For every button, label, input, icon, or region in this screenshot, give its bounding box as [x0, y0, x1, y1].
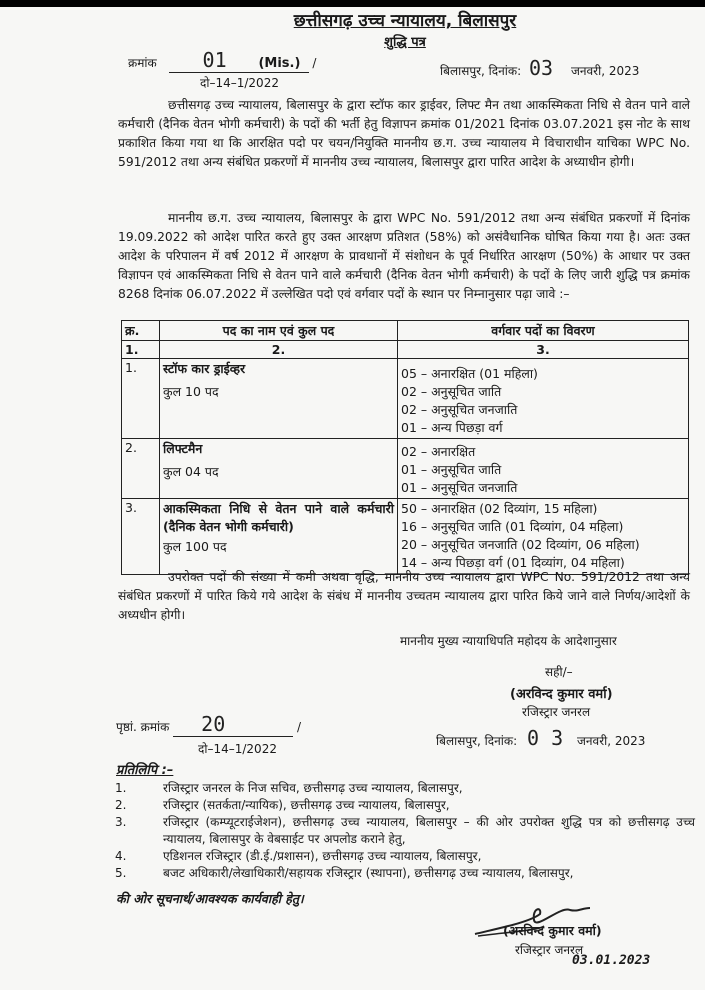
slash: / [297, 720, 302, 734]
reference-number [128, 48, 316, 73]
category-detail: 50 – अनारक्षित (02 दिव्यांग, 15 महिला) [401, 501, 598, 516]
category-detail: 01 – अन्य पिछड़ा वर्ग [401, 420, 503, 435]
item-text: रजिस्ट्रार (सतर्कता/न्यायिक), छत्तीसगढ़ उच्च न्यायालय, बिलासपुर, [163, 798, 450, 812]
signature-name: (अरविन्द कुमार वर्मा) [503, 923, 602, 938]
item-text: बजट अधिकारी/लेखाधिकारी/सहायक रजिस्ट्रार (स्थापना), छत्तीसगढ़ उच्च न्यायालय, बिलासपुर, [163, 866, 574, 880]
list-item [115, 797, 695, 814]
category-detail: 16 – अनुसूचित जाति (01 दिव्यांग, 04 महिला) [401, 519, 624, 534]
post-name: लिफ्टमैन [163, 441, 203, 456]
row-sn: 3. [122, 499, 160, 575]
item-number: 1. [115, 781, 127, 795]
item-number: 3. [115, 815, 127, 829]
order-line: माननीय मुख्य न्यायाधिपति महोदय के आदेशानुसार [400, 634, 617, 648]
item-text: एडिशनल रजिस्ट्रार (डी.ई./प्रशासन), छत्तीसगढ़ उच्च न्यायालय, बिलासपुर, [163, 849, 482, 863]
date-month-year: जनवरी, 2023 [570, 64, 640, 78]
top-border [0, 0, 705, 7]
post-name: आकस्मिकता निधि से वेतन पाने वाले कर्मचारी (दैनिक वेतन भोगी कर्मचारी) [163, 501, 394, 534]
file-number: दो–14–1/2022 [200, 76, 279, 90]
table-row [122, 499, 689, 575]
colnum-2: 2. [160, 341, 398, 359]
header-details: वर्गवार पदों का विवरण [398, 321, 689, 341]
paragraph-1: छत्तीसगढ़ उच्च न्यायालय, बिलासपुर के द्वारा स्टॉफ कार ड्राईवर, लिफ्ट मैन तथा आकस्मिकता निधि से वेतन पाने वाले कर्मचारी (दैनिक वेतन भोगी कर्मचारी) के पदों की भर्ती हेतु विज्ञापन क्रमांक 01/2021 दिनांक 03.07.2021 इस नोट के साथ प्रकाशित किया गया था कि आरक्षित पदो पर चयन/नियुक्ति माननीय छ.ग. उच्च न्यायालय मे विचाराधीन याचिका WPC No. 591/2012 तथा अन्य संबंधित प्रकरणों में माननीय उच्च न्यायालय, बिलासपुर द्वारा पारित आदेश के अध्याधीन होगी। [118, 98, 690, 169]
category-detail: 01 – अनुसूचित जनजाति [401, 480, 518, 495]
place-date-label: बिलासपुर, दिनांक: [440, 64, 522, 78]
item-number: 4. [115, 849, 127, 863]
item-number: 2. [115, 798, 127, 812]
table-row [122, 359, 689, 439]
list-item [115, 865, 695, 882]
posts-table [121, 320, 689, 575]
signatory-name: (अरविन्द कुमार वर्मा) [510, 687, 613, 702]
kramank-value: 01 [202, 48, 227, 72]
kramank-line [169, 48, 309, 73]
sahi: सही/– [545, 665, 573, 679]
copy-list [115, 780, 695, 882]
header-post: पद का नाम एवं कुल पद [160, 321, 398, 341]
endorsement-date [436, 726, 645, 750]
colnum-1: 1. [122, 341, 160, 359]
endorsement-number [116, 712, 301, 737]
handwritten-date: 03.01.2023 [572, 953, 651, 968]
post-total: कुल 04 पद [163, 464, 219, 479]
court-title: छत्तीसगढ़ उच्च न्यायालय, बिलासपुर [293, 11, 517, 31]
document-title: शुद्धि पत्र [384, 35, 426, 50]
date-day: 03 [529, 56, 554, 80]
item-number: 5. [115, 866, 127, 880]
category-detail: 02 – अनारक्षित [401, 444, 476, 459]
table-colnum-row [122, 341, 689, 359]
colnum-3: 3. [398, 341, 689, 359]
list-item [115, 814, 695, 848]
item-text: रजिस्ट्रार जनरल के निज सचिव, छत्तीसगढ़ उच्च न्यायालय, बिलासपुर, [163, 781, 463, 795]
paragraph-2: माननीय छ.ग. उच्च न्यायालय, बिलासपुर के द्वारा WPC No. 591/2012 तथा अन्य संबंधित प्रकरणों में दिनांक 19.09.2022 को आदेश पारित करते हुए उक्त आरक्षण प्रतिशत (58%) को असंवैधानिक घोषित किया गया है। अतः उक्त आदेश के परिपालन में वर्ष 2012 में आरक्षण के प्रावधानों में संशोधन के पूर्व निर्धारित आरक्षण (50%) के आधार पर उक्त विज्ञापन एवं आकस्मिकता निधि से वेतन पाने वाले कर्मचारी (दैनिक वेतन भोगी कर्मचारी) के पदों के लिए जारी शुद्धि पत्र क्रमांक 8268 दिनांक 06.07.2022 में उल्लेखित पदो एवं वर्गवार पदों के स्थान पर निम्नानुसार पढ़ा जावे :– [118, 211, 690, 301]
copy-footer: की ओर सूचनार्थ/आवश्यक कार्यवाही हेतु। [116, 891, 304, 906]
item-text: रजिस्ट्रार (कम्प्यूटराईजेशन), छत्तीसगढ़ उच्च न्यायालय, बिलासपुर – की ओर उपरोक्त शुद्धि पत्र को छत्तीसगढ़ उच्च न्यायालय, बिलासपुर के वेबसाईट पर अपलोड कराने हेतु, [163, 815, 695, 846]
category-detail: 05 – अनारक्षित (01 महिला) [401, 366, 538, 381]
post-name: स्टॉफ कार ड्राईव्हर [163, 361, 246, 376]
post-total: कुल 100 पद [163, 539, 227, 554]
endorsement-line [173, 712, 293, 737]
category-detail: 01 – अनुसूचित जाति [401, 462, 502, 477]
date-day: 0 3 [527, 726, 564, 750]
category-detail: 20 – अनुसूचित जनजाति (02 दिव्यांग, 06 महिला) [401, 537, 640, 552]
slash: / [312, 56, 317, 70]
endorsement-file-number: दो–14–1/2022 [198, 742, 277, 756]
header-date [440, 56, 639, 80]
place-date-label: बिलासपुर, दिनांक: [436, 734, 518, 748]
row-sn: 2. [122, 439, 160, 499]
row-sn: 1. [122, 359, 160, 439]
post-total: कुल 10 पद [163, 384, 219, 399]
kramank-suffix: (Mis.) [258, 56, 301, 71]
kramank-label: क्रमांक [128, 56, 157, 70]
date-month-year: जनवरी, 2023 [576, 734, 646, 748]
table-row [122, 439, 689, 499]
paragraph-3: उपरोक्त पदों की संख्या में कमी अथवा वृद्धि, माननीय उच्च न्यायालय द्वारा WPC No. 591/2012 तथा अन्य संबंधित प्रकरणों में पारित किये गये आदेश के संबंध में माननीय उच्चतम न्यायालय द्वारा पारित किये जाने वाले निर्णय/आदेशों के अध्यधीन होगी। [118, 570, 690, 622]
list-item [115, 848, 695, 865]
signatory-designation: रजिस्ट्रार जनरल [522, 705, 591, 719]
list-item [115, 780, 695, 797]
copy-heading: प्रतिलिपि :– [116, 763, 174, 778]
endorsement-value: 20 [201, 712, 226, 736]
header-sn: क्र. [122, 321, 160, 341]
category-detail: 14 – अन्य पिछड़ा वर्ग (01 दिव्यांग, 04 महिला) [401, 555, 625, 570]
signature-designation: रजिस्ट्रार जनरल [515, 943, 584, 957]
endorsement-label: पृष्ठां. क्रमांक [116, 720, 170, 734]
table-header-row [122, 321, 689, 341]
category-detail: 02 – अनुसूचित जनजाति [401, 402, 518, 417]
category-detail: 02 – अनुसूचित जाति [401, 384, 502, 399]
